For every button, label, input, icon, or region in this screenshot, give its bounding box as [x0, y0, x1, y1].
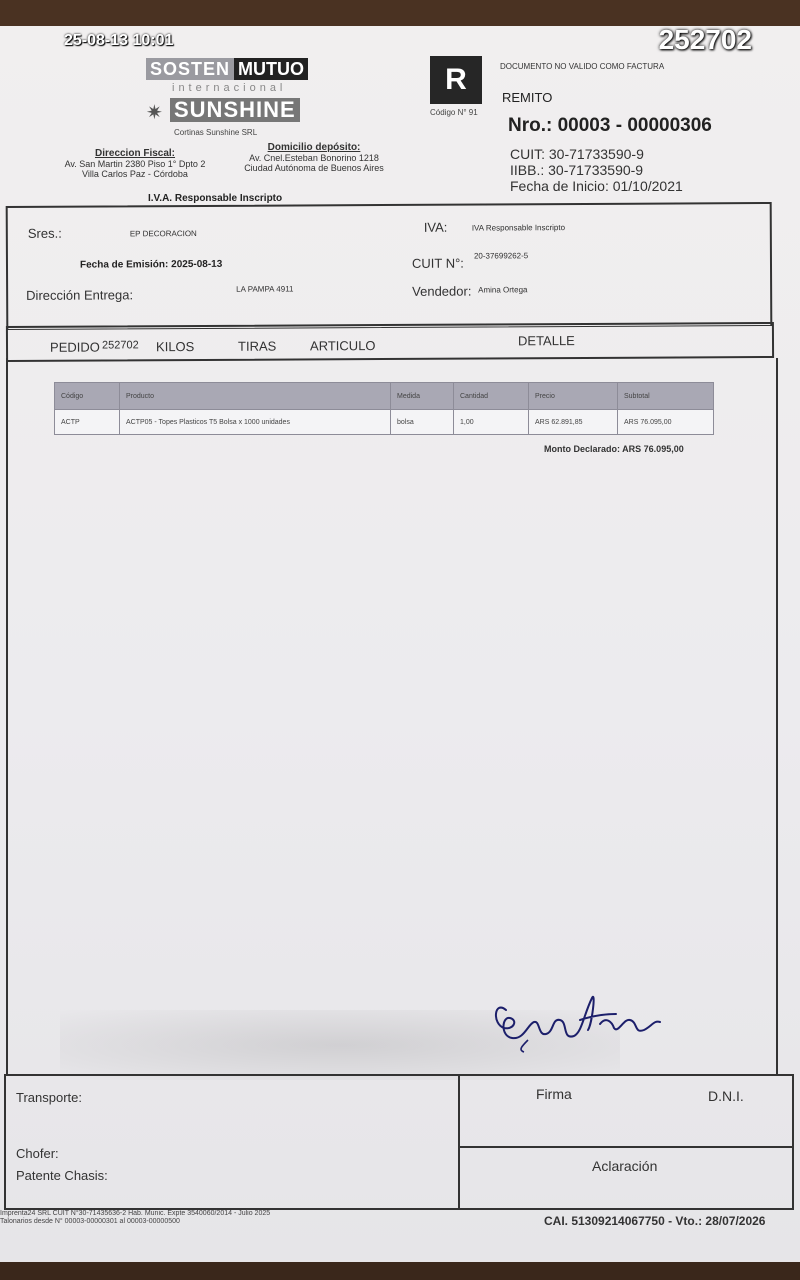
logo-internacional-text: internacional [172, 82, 287, 94]
tiras-label: TIRAS [237, 338, 277, 354]
dni-label: D.N.I. [708, 1088, 744, 1104]
document-letter-box: R [430, 56, 482, 104]
cell-subtotal: ARS 76.095,00 [618, 410, 714, 435]
direccion-fiscal-title: Direccion Fiscal: [94, 148, 176, 159]
sosten-mutuo-logo [146, 58, 314, 80]
items-header-row [55, 383, 714, 410]
aclaracion-label: Aclaración [592, 1158, 658, 1174]
table-row [55, 410, 714, 435]
col-medida: Medida [391, 383, 454, 410]
col-cantidad: Cantidad [454, 383, 529, 410]
bottom-divider-horizontal [460, 1146, 792, 1148]
sunshine-logo: SUNSHINE [170, 98, 300, 122]
col-codigo: Código [55, 383, 120, 410]
fecha-emision: Fecha de Emisión: 2025-08-13 [79, 258, 223, 271]
domicilio-deposito [224, 142, 404, 173]
cell-cantidad: 1,00 [454, 410, 529, 435]
cuit-value: 20-37699262-5 [473, 251, 529, 261]
cell-producto: ACTP05 - Topes Plasticos T5 Bolsa x 1000 unidades [120, 410, 391, 435]
detalle-label: DETALLE [517, 333, 575, 349]
footer-line1: Imprenta24 SRL CUIT N°30-71435636-2 Hab. Munic. Expte 3540060/2014 - Julio 2025 [0, 1210, 271, 1217]
footer-line2: Talonarios desde N° 00003-00000301 al 00003-00000500 [0, 1218, 180, 1225]
pedido-label: PEDIDO [49, 339, 100, 355]
issuer-iibb: IIBB.: 30-71733590-9 [510, 162, 644, 178]
iva-status: I.V.A. Responsable Inscripto [148, 193, 283, 204]
firma-label: Firma [536, 1086, 572, 1102]
photo-stamp-number: 252702 [658, 24, 752, 55]
fecha-inicio: Fecha de Inicio: 01/10/2021 [510, 178, 683, 194]
vendedor-value: Amina Ortega [478, 285, 528, 295]
sres-label: Sres.: [27, 225, 62, 241]
cai-number: CAI. 51309214067750 - Vto.: 28/07/2026 [544, 1214, 766, 1228]
kilos-label: KILOS [155, 339, 195, 355]
photo-timestamp: 25-08-13 10:01 [64, 32, 174, 49]
iva-label: IVA: [423, 219, 448, 235]
iva-value: IVA Responsable Inscripto [471, 223, 566, 233]
transport-signature-box [4, 1074, 794, 1210]
articulo-label: ARTICULO [309, 338, 376, 354]
client-box [6, 202, 773, 330]
vendedor-label: Vendedor: [412, 283, 472, 299]
logo-sosten-text: SOSTEN [146, 58, 234, 80]
logo-mutuo-text: MUTUO [234, 58, 308, 80]
items-table [54, 382, 714, 435]
company-name: Cortinas Sunshine SRL [174, 128, 258, 137]
items-body [6, 358, 778, 1076]
pedido-bar [6, 322, 774, 362]
direccion-fiscal-line2: Villa Carlos Paz - Córdoba [82, 169, 188, 179]
printer-footer [0, 1210, 270, 1226]
pedido-value: 252702 [101, 339, 139, 352]
col-producto: Producto [120, 383, 391, 410]
bottom-divider-vertical [458, 1076, 460, 1208]
issuer-cuit: CUIT: 30-71733590-9 [510, 146, 644, 162]
col-precio: Precio [529, 383, 618, 410]
transporte-label: Transporte: [16, 1090, 82, 1105]
document-number: Nro.: 00003 - 00000306 [508, 115, 712, 136]
cell-precio: ARS 62.891,85 [529, 410, 618, 435]
chofer-label: Chofer: [16, 1146, 59, 1161]
direccion-fiscal [40, 148, 230, 179]
direccion-label: Dirección Entrega: [26, 287, 134, 303]
sres-value: EP DECORACION [129, 229, 197, 239]
cuit-label: CUIT N°: [411, 255, 464, 271]
document-type: REMITO [502, 90, 553, 105]
handwritten-signature [488, 980, 668, 1060]
sun-icon: ✷ [146, 102, 163, 124]
domicilio-line1: Av. Cnel.Esteban Bonorino 1218 [249, 153, 379, 163]
patente-label: Patente Chasis: [16, 1168, 108, 1183]
direccion-value: LA PAMPA 4911 [236, 284, 294, 294]
cell-codigo: ACTP [55, 410, 120, 435]
domicilio-title: Domicilio depósito: [267, 142, 361, 153]
direccion-fiscal-line1: Av. San Martin 2380 Piso 1° Dpto 2 [64, 159, 206, 169]
cell-medida: bolsa [391, 410, 454, 435]
col-subtotal: Subtotal [618, 383, 714, 410]
no-valido-notice: DOCUMENTO NO VALIDO COMO FACTURA [500, 62, 665, 71]
codigo-number: Código N° 91 [430, 108, 478, 117]
issuer-tax-info [510, 146, 683, 194]
monto-declarado: Monto Declarado: ARS 76.095,00 [544, 444, 684, 454]
domicilio-line2: Ciudad Autónoma de Buenos Aires [244, 163, 384, 173]
